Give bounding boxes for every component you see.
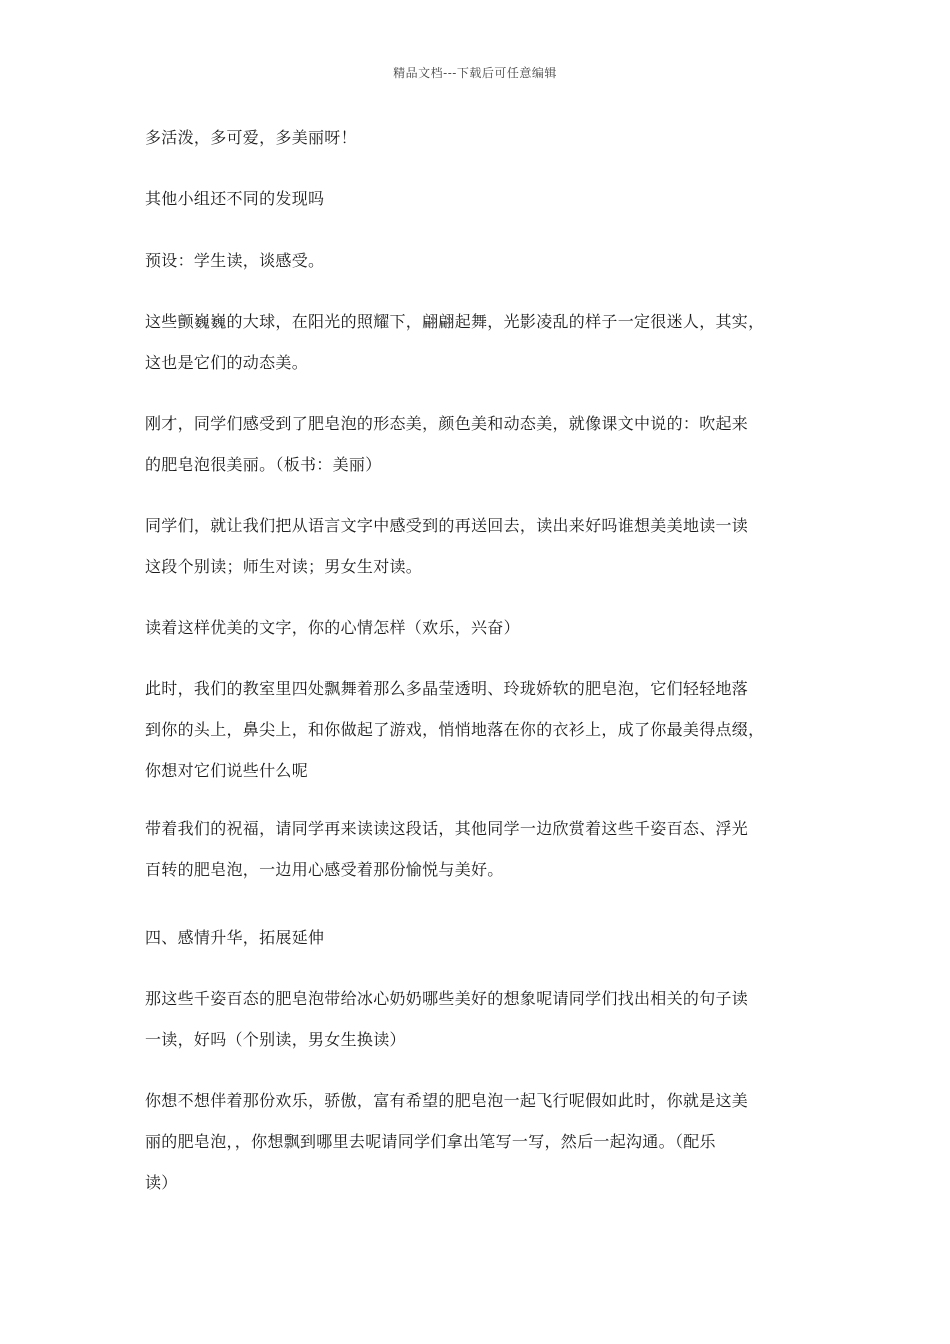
- paragraph-line: 读着这样优美的文字，你的心情怎样（欢乐，兴奋）: [145, 618, 520, 637]
- paragraph: [145, 978, 810, 1060]
- paragraph-line: 四、感情升华，拓展延伸: [145, 928, 325, 947]
- paragraph-line: 带着我们的祝福，请同学再来读读这段话，其他同学一边欣赏着这些千姿百态、浮光: [145, 819, 749, 838]
- paragraph-line: 刚才，同学们感受到了肥皂泡的形态美，颜色美和动态美，就像课文中说的：吹起来: [145, 414, 749, 433]
- paragraph-line: 此时，我们的教室里四处飘舞着那么多晶莹透明、玲珑娇软的肥皂泡，它们轻轻地落: [145, 679, 749, 698]
- paragraph-line: 这也是它们的动态美。: [145, 353, 309, 372]
- paragraph: [145, 808, 810, 890]
- paragraph: [145, 1080, 810, 1203]
- paragraph: [145, 240, 810, 281]
- paragraph: [145, 917, 810, 958]
- paragraph: [145, 117, 810, 158]
- paragraph-line: 这段个别读；师生对读；男女生对读。: [145, 557, 423, 576]
- paragraph-line: 丽的肥皂泡，，你想飘到哪里去呢请同学们拿出笔写一写，然后一起沟通。（配乐: [145, 1132, 716, 1151]
- paragraph: [145, 301, 810, 383]
- paragraph: [145, 178, 810, 219]
- paragraph: [145, 668, 810, 791]
- paragraph-line: 的肥皂泡很美丽。（板书：美丽）: [145, 455, 382, 474]
- paragraph-line: 到你的头上，鼻尖上，和你做起了游戏，悄悄地落在你的衣衫上，成了你最美得点缀，: [145, 720, 765, 739]
- paragraph-line: 那这些千姿百态的肥皂泡带给冰心奶奶哪些美好的想象呢请同学们找出相关的句子读: [145, 989, 749, 1008]
- page-header: 精品文档---下载后可任意编辑: [393, 66, 557, 80]
- paragraph-line: 预设：学生读，谈感受。: [145, 251, 325, 270]
- paragraph-line: 你想对它们说些什么呢: [145, 761, 309, 780]
- paragraph-line: 读）: [145, 1173, 178, 1192]
- paragraph-line: 一读，好吗（个别读，男女生换读）: [145, 1030, 406, 1049]
- paragraph: [145, 505, 810, 587]
- paragraph-line: 同学们，就让我们把从语言文字中感受到的再送回去，读出来好吗谁想美美地读一读: [145, 516, 749, 535]
- paragraph-line: 百转的肥皂泡，一边用心感受着那份愉悦与美好。: [145, 860, 504, 879]
- paragraph: [145, 607, 810, 648]
- paragraph-line: 多活泼，多可爱，多美丽呀！: [145, 128, 357, 147]
- paragraph: [145, 403, 810, 485]
- paragraph-line: 你想不想伴着那份欢乐，骄傲，富有希望的肥皂泡一起飞行呢假如此时，你就是这美: [145, 1091, 749, 1110]
- paragraph-line: 这些颤巍巍的大球，在阳光的照耀下，翩翩起舞，光影凌乱的样子一定很迷人，其实，: [145, 312, 765, 331]
- paragraph-line: 其他小组还不同的发现吗: [145, 189, 325, 208]
